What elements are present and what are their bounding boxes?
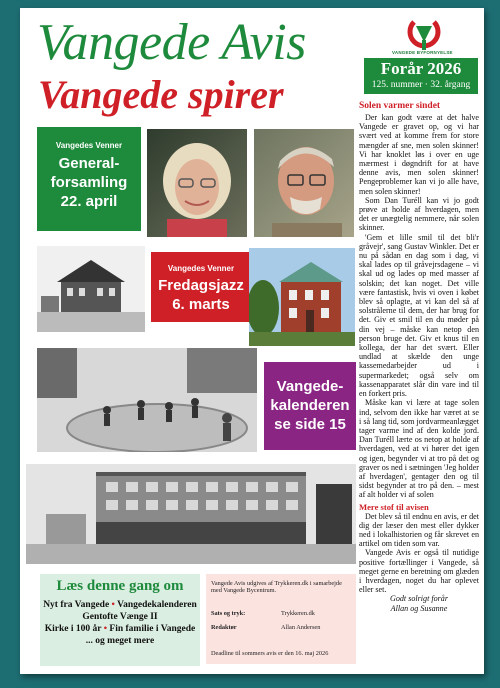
playground-photo [37,348,257,452]
colophon-deadline: Deadline til sommers avis er den 16. maj 2026 [211,650,329,657]
box-big-label: Vangede- kalenderen se side 15 [270,378,350,433]
article-paragraph: Som Dan Turéll kan vi jo godt prøve at holde af hverdagen, men det er unægtelig nemmere, når solen skinner. [359,195,479,233]
newspaper-page [20,8,484,674]
teaser-item: Gentofte Vænge II [82,612,158,622]
article-signature: Godt solrigt forår Allan og Susanne [389,594,449,613]
box-small-label: Vangedes Venner [167,264,235,273]
bullet-separator: • [111,600,115,610]
teaser-item: Kirke i 100 år [44,624,102,634]
article-paragraph: Der kan godt være at det halve Vangede er gravet op, og vi har svært ved at komme frem for store mængder af sne, men solen skinner! Vi har knoklet løs i over en uge mærmest i døgndrift for at have denne avis, men solen skinner! Pengeproblemer kan vi jo alle have, men solen skinner! [359,113,479,196]
article-paragraph: Vangede Avis er også til nutidige positive fortællinger i Vangede, så meget gerne en beretning om glæden i hverdagen, noget du har oplevet eller set. [359,548,479,595]
generalforsamling-box [37,127,141,231]
teaser-line [40,623,200,635]
teaser-item: Vangedekalenderen [117,600,197,610]
colophon-box [206,574,356,664]
article-subheading: Mere stof til avisen [359,501,429,512]
issue-season: Forår 2026 [380,59,462,78]
article-heading: Solen varmer sindet [359,101,441,111]
issue-number: 125. nummer · 32. årgang [371,80,471,90]
colophon-value: Trykkeren.dk [281,610,315,617]
teaser-line [40,599,200,611]
portrait-photo-woman [147,129,247,237]
colophon-value: Allan Andersen [281,624,321,631]
colophon-key: Redaktør [211,624,237,631]
headline: Vangede spirer [38,72,284,117]
vangedekalenderen-box [264,362,356,450]
brick-building-photo [249,248,355,346]
box-big-label: Fredagsjazz 6. marts [158,277,244,313]
logo-text: VANGEDE BYFORNYELSE [392,50,453,55]
colophon-intro: Vangede Avis udgives af Trykkeren.dk i samarbejde med Vangede Bycentrum. [211,580,342,594]
box-small-label: Vangedes Venner [55,141,123,150]
article-column [359,101,479,613]
masthead-title: Vangede Avis [37,14,306,71]
teaser-item: ... og meget mere [85,636,155,646]
fredagsjazz-box [151,252,251,322]
portrait-photo-man [254,129,354,237]
teaser-line [40,611,200,623]
contents-teaser [40,574,200,666]
teaser-line [40,635,200,647]
colophon-key: Sats og tryk: [211,610,246,617]
issue-box [364,58,478,94]
teaser-item: Nyt fra Vangede [43,600,110,610]
article-paragraph: Det blev så til endnu en avis, er det dig der læser den mest eller dykker ned i lokalhistorien og får skrevet en artikel om tiden som var. [359,511,479,549]
box-big-label: General- forsamling 22. april [50,155,128,210]
bullet-separator: • [103,624,108,634]
article-paragraph: 'Gem et lille smil til det bli'r gråvejr', sang Gustav Winkler. Det er nu på sådan en dag som i dag, vi skal lades op til gråvejrsdagene – vi skal ud og lades op med masser af solskin; det kan noget. Det ville være fantastisk, hvis vi oven i købet blev så oplagte, at vi kan del så af solstrålerne til dem, der har brug for det. Giv et smil til en du møder på din vej – måske kan netop den person bruge det. Giv et knus til en kollega, der har det svært. Eller undlad at skælde den unge kassemedarbejder ud i supermarkedet; også selv om kassenapparatet slår din vare ind til en forkert pris. [359,232,479,399]
teaser-item: Fin familie i Vangede [109,624,196,634]
article-paragraph: Måske kan vi lære at tage solen ind, selvom den ikke har været at se i så lang tid, som jordvarmeanlægget tager varme ind af den kolde jord. Dan Turéll lærte os netop at holde af hverdagen, ved at vi hører det igen og igen, begynder vi at tro på det og graver os ned i sætningen 'Jeg holder af hverdagen', gentager den og til sidst begynder at tro på den. – mest af alt holder vi af solen [359,398,479,500]
vangede-logo-icon [394,18,454,62]
historic-building-photo [37,246,145,332]
teaser-title: Læs denne gang om [56,578,184,594]
street-photo [26,464,356,564]
